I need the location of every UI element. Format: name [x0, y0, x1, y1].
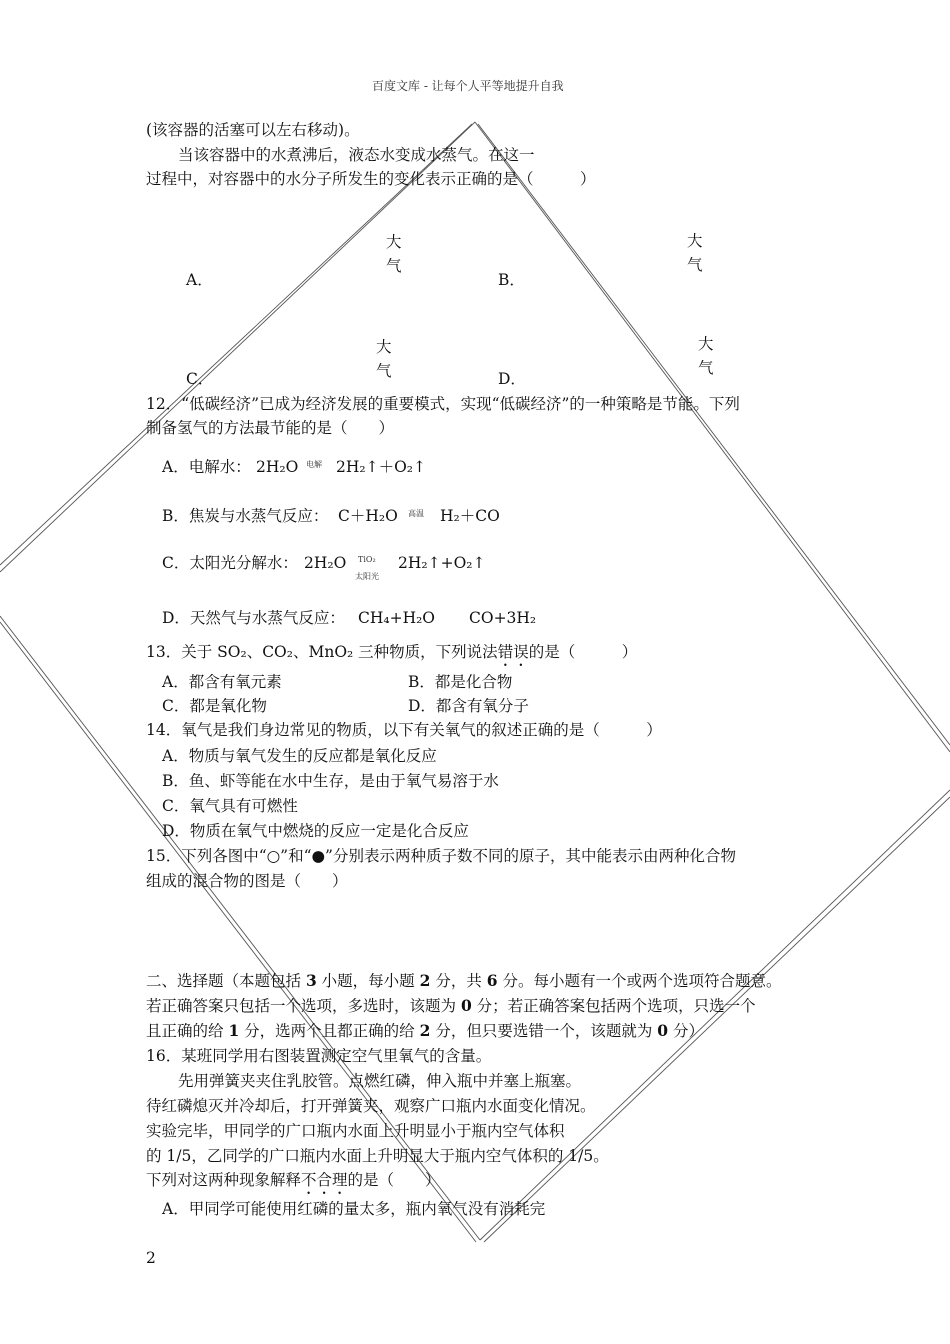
q12-c-condition-top: TiO₂ — [358, 555, 376, 564]
section2-text: 分，但只要选错一个，该题就为 — [430, 1022, 658, 1040]
q12-c-lhs: 2H₂O — [304, 554, 347, 572]
section2-text: 分。每小题有一个或两个选项符合题意。 — [497, 972, 782, 990]
q16-para-5-post: 的是（ ） — [347, 1171, 441, 1189]
section2-number: 0 — [460, 996, 472, 1015]
q16-para-5-pre: 下列对这两种现象解释 — [146, 1171, 302, 1189]
q13-option-b: B．都是化合物 — [408, 673, 513, 691]
q12-c-rhs: 2H₂↑+O₂↑ — [398, 554, 486, 572]
q11-atmo-b-2: 气 — [687, 256, 703, 274]
q16-option-a: A．甲同学可能使用红磷的量太多，瓶内氧气没有消耗完 — [162, 1200, 546, 1218]
q14-option-d: D．物质在氧气中燃烧的反应一定是化合反应 — [162, 822, 469, 840]
q11-atmo-c-1: 大 — [376, 338, 392, 356]
section2-text: 且正确的给 — [146, 1022, 229, 1040]
q12-d-label: D．天然气与水蒸气反应： — [162, 609, 345, 627]
q13-option-c: C．都是氧化物 — [162, 697, 267, 715]
q13-stem — [146, 642, 637, 670]
section2-number: 1 — [228, 1021, 240, 1040]
q16-para-4: 的 1/5，乙同学的广口瓶内水面上升明显大于瓶内空气体积的 1/5。 — [146, 1147, 609, 1165]
q14-option-b: B．鱼、虾等能在水中生存，是由于氧气易溶于水 — [162, 772, 499, 790]
section2-text: 分，共 — [430, 972, 487, 990]
q11-option-c: C． — [186, 370, 214, 388]
q12-b-condition: 高温 — [408, 509, 424, 518]
q12-stem-2: 制备氢气的方法最节能的是（ ） — [146, 419, 395, 437]
q12-a-label: A．电解水： — [162, 458, 251, 476]
q13-stem-post: 的是（ ） — [528, 643, 638, 661]
section2-line-1 — [146, 971, 781, 991]
q11-option-b: B． — [498, 271, 525, 289]
q13-stem-emphasis: 错误 — [497, 643, 529, 661]
q11-atmo-d-2: 气 — [698, 359, 714, 377]
intro-line-1: (该容器的活塞可以左右移动)。 — [146, 121, 360, 139]
q12-b-rhs: H₂＋CO — [440, 507, 500, 525]
intro-line-3: 过程中，对容器中的水分子所发生的变化表示正确的是（ ） — [146, 170, 596, 188]
page-number: 2 — [146, 1249, 156, 1267]
q12-d-lhs: CH₄+H₂O — [358, 609, 436, 627]
q12-b-label: B．焦炭与水蒸气反应： — [162, 507, 329, 525]
q12-d-rhs: CO+3H₂ — [469, 609, 537, 627]
q14-option-c: C．氧气具有可燃性 — [162, 797, 298, 815]
section2-number: 2 — [419, 971, 431, 990]
section2-text: 分，选两个且都正确的给 — [239, 1022, 420, 1040]
section2-text: 二、选择题（本题包括 — [146, 972, 306, 990]
q12-a-rhs: 2H₂↑＋O₂↑ — [336, 458, 426, 476]
q14-option-a: A．物质与氧气发生的反应都是氧化反应 — [162, 747, 437, 765]
section2-line-3 — [146, 1021, 704, 1041]
section2-line-2 — [146, 996, 756, 1016]
q16-para-2: 待红磷熄灭并冷却后，打开弹簧夹，观察广口瓶内水面变化情况。 — [146, 1097, 596, 1115]
q12-a-condition: 电解 — [306, 460, 322, 469]
q12-b-lhs: C＋H₂O — [338, 507, 398, 525]
q12-a-lhs: 2H₂O — [256, 458, 299, 476]
q12-c-label: C．太阳光分解水： — [162, 554, 298, 572]
q11-atmo-a-1: 大 — [386, 233, 402, 251]
section2-text: 小题，每小题 — [316, 972, 420, 990]
section2-number: 0 — [657, 1021, 669, 1040]
q13-option-d: D．都含有氧分子 — [408, 697, 529, 715]
q15-stem-1: 15．下列各图中“○”和“●”分别表示两种质子数不同的原子，其中能表示由两种化合物 — [146, 847, 736, 865]
page-header: 百度文库 - 让每个人平等地提升自我 — [372, 79, 564, 93]
q16-stem: 16．某班同学用右图装置测定空气里氧气的含量。 — [146, 1047, 492, 1065]
q15-stem-2: 组成的混合物的图是（ ） — [146, 872, 348, 890]
q11-atmo-b-1: 大 — [687, 232, 703, 250]
section2-text: 分） — [668, 1022, 704, 1040]
section2-number: 6 — [486, 971, 498, 990]
q11-atmo-c-2: 气 — [376, 362, 392, 380]
section2-number: 3 — [305, 971, 317, 990]
section2-text: 若正确答案只包括一个选项，多选时，该题为 — [146, 997, 461, 1015]
q16-para-1: 先用弹簧夹夹住乳胶管。点燃红磷，伸入瓶中并塞上瓶塞。 — [178, 1072, 582, 1090]
q16-para-3: 实验完毕，甲同学的广口瓶内水面上升明显小于瓶内空气体积 — [146, 1122, 565, 1140]
q13-stem-pre: 13．关于 SO₂、CO₂、MnO₂ 三种物质，下列说法 — [146, 643, 498, 661]
q11-atmo-a-2: 气 — [386, 257, 402, 275]
intro-line-2: 当该容器中的水煮沸后，液态水变成水蒸气。在这一 — [178, 146, 535, 164]
q12-stem-1: 12．“低碳经济”已成为经济发展的重要模式，实现“低碳经济”的一种策略是节能。下列 — [146, 395, 740, 413]
q16-para-5 — [146, 1170, 441, 1198]
q11-option-d: D． — [498, 370, 526, 388]
q11-option-a: A． — [186, 271, 213, 289]
q16-para-5-emphasis: 不合理 — [301, 1171, 348, 1189]
section2-text: 分；若正确答案包括两个选项，只选一个 — [471, 997, 756, 1015]
section2-number: 2 — [419, 1021, 431, 1040]
q11-atmo-d-1: 大 — [698, 335, 714, 353]
q14-stem: 14．氧气是我们身边常见的物质，以下有关氧气的叙述正确的是（ ） — [146, 721, 662, 739]
q12-c-condition-bottom: 太阳光 — [355, 572, 379, 581]
q13-option-a: A．都含有氧元素 — [162, 673, 282, 691]
